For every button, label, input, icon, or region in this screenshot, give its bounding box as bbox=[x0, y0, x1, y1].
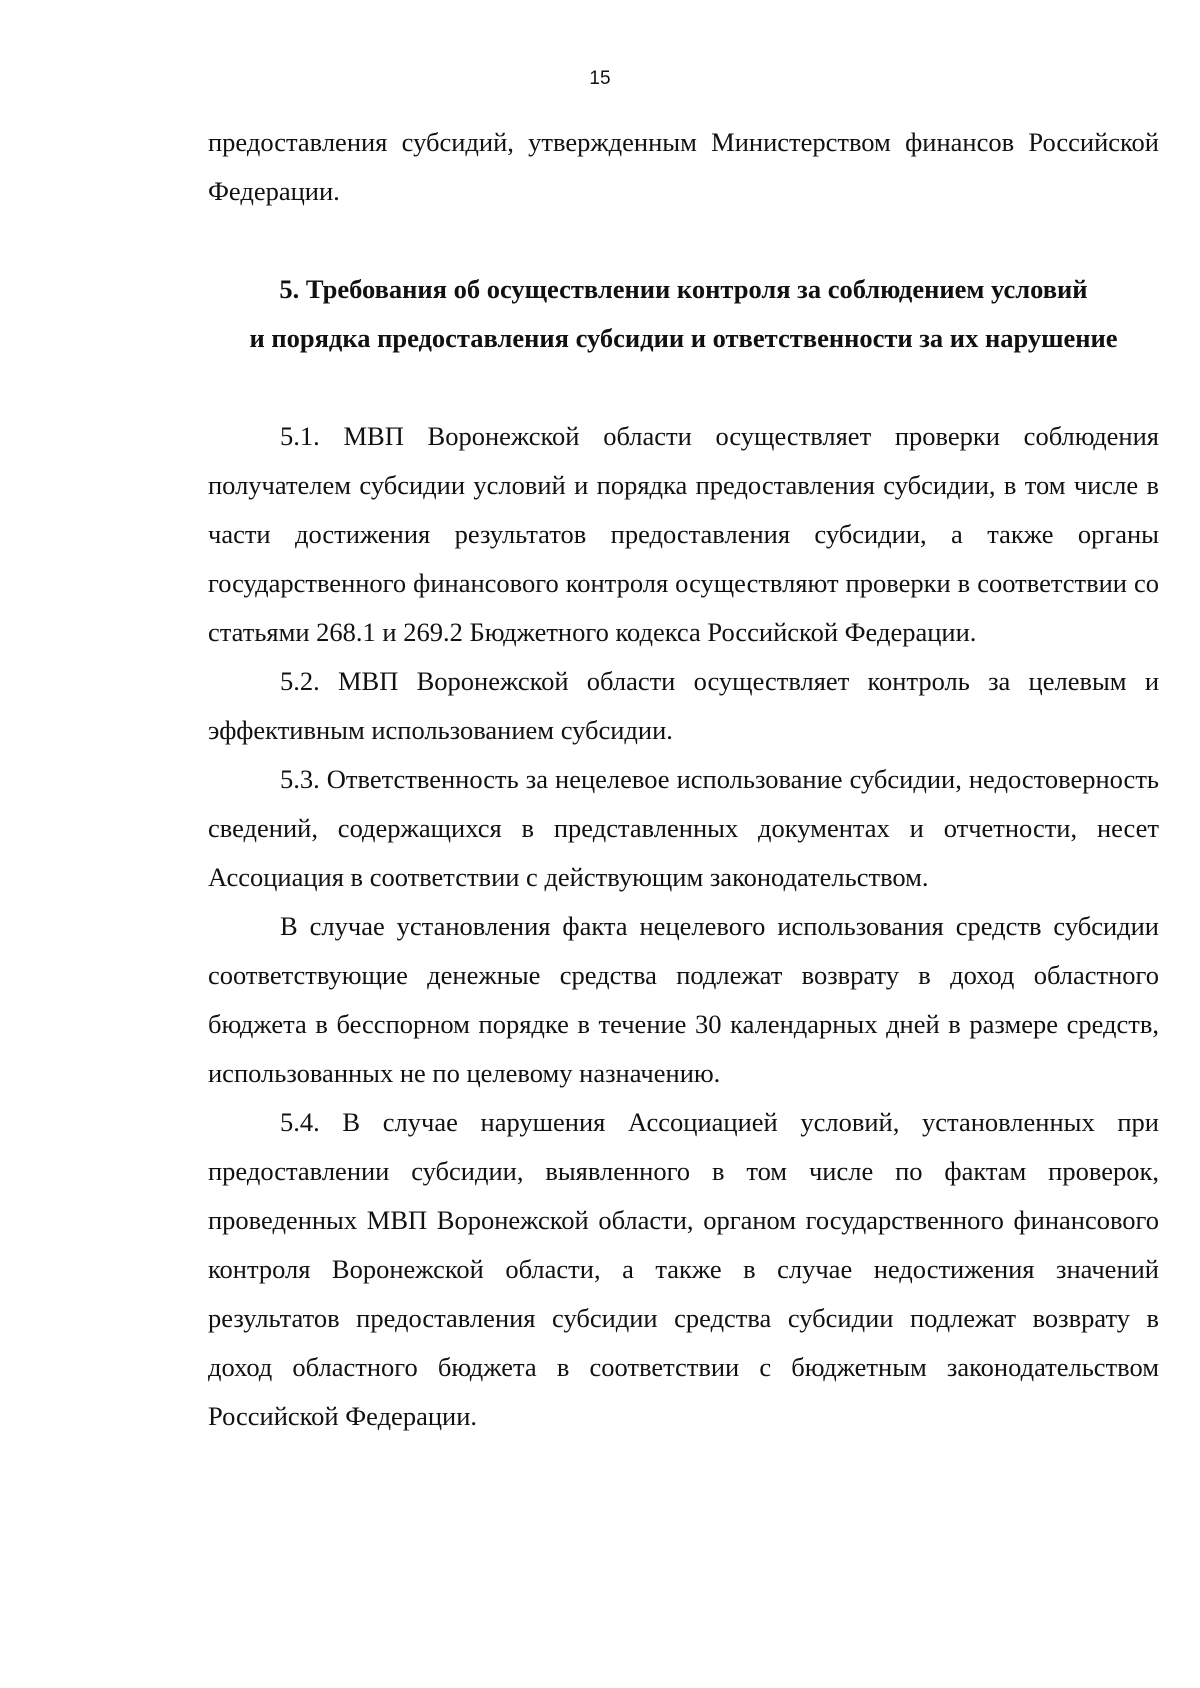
intro-paragraph: предоставления субсидий, утвержденным Министерством финансов Российской Федерации. bbox=[208, 127, 1159, 206]
paragraph-refund: В случае установления факта нецелевого использования средств субсидии соответствующие денежные средства подлежат возврату в доход областного бюджета в бесспорном порядке в течение 30 календарных дней в размере средств, использованных не по целевому назначению. bbox=[208, 911, 1159, 1088]
page-number: 15 bbox=[589, 68, 611, 89]
paragraph-5-2: 5.2. МВП Воронежской области осуществляет контроль за целевым и эффективным использованием субсидии. bbox=[208, 666, 1159, 745]
paragraph-5-3: 5.3. Ответственность за нецелевое использование субсидии, недостоверность сведений, содержащихся в представленных документах и отчетности, несет Ассоциация в соответствии с действующим законодательством. bbox=[208, 764, 1159, 892]
section-heading bbox=[208, 265, 1159, 363]
section-heading-line-2: и порядка предоставления субсидии и ответственности за их нарушение bbox=[249, 323, 1118, 353]
paragraph-5-4: 5.4. В случае нарушения Ассоциацией условий, установленных при предоставлении субсидии, выявленного в том числе по фактам проверок, проведенных МВП Воронежской области, органом государственного финансового контроля Воронежской области, а также в случае недостижения значений результатов предоставления субсидии средства субсидии подлежат возврату в доход областного бюджета в соответствии с бюджетным законодательством Российской Федерации. bbox=[208, 1107, 1159, 1431]
section-heading-line-1: 5. Требования об осуществлении контроля за соблюдением условий bbox=[279, 274, 1088, 304]
paragraph-5-1: 5.1. МВП Воронежской области осуществляет проверки соблюдения получателем субсидии условий и порядка предоставления субсидии, в том числе в части достижения результатов предоставления субсидии, а также органы государственного финансового контроля осуществляют проверки в соответствии со статьями 268.1 и 269.2 Бюджетного кодекса Российской Федерации. bbox=[208, 421, 1159, 647]
document-body bbox=[208, 118, 1159, 1441]
